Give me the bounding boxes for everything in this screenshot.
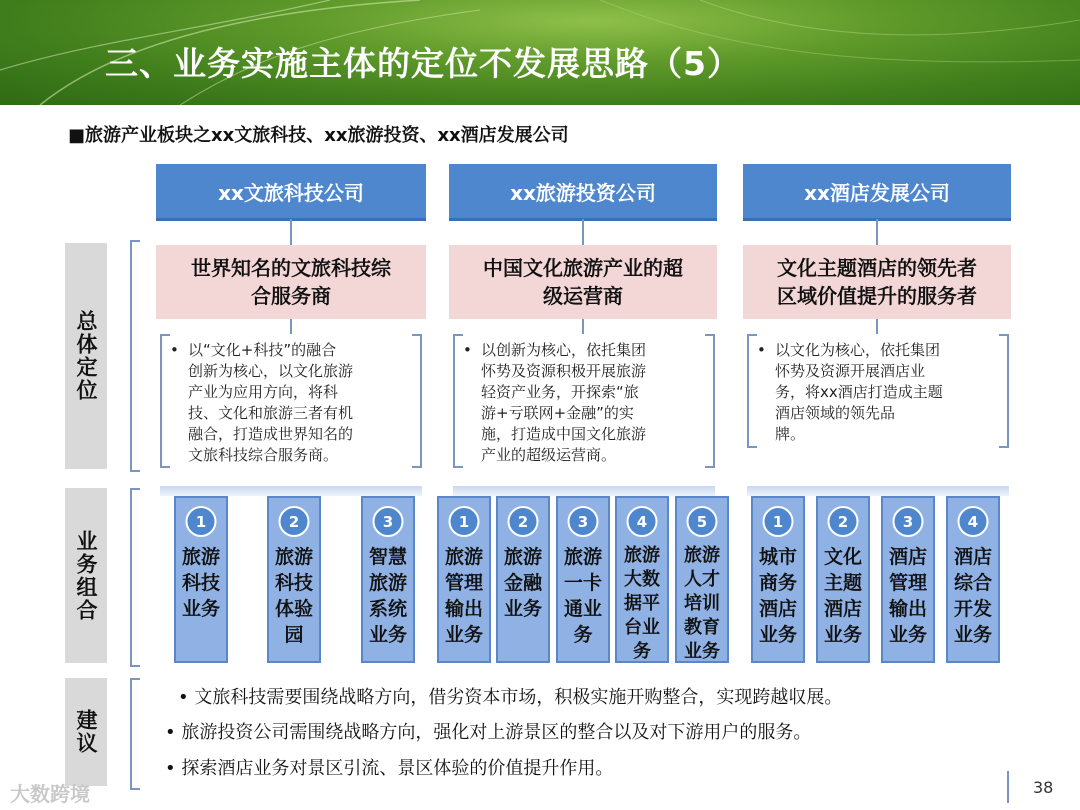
- connector-line: [582, 219, 584, 245]
- number-badge: 2: [508, 506, 539, 537]
- group-ribbon: [453, 486, 715, 496]
- desc-bracket: [453, 334, 463, 468]
- group-ribbon: [160, 486, 422, 496]
- number-badge: 3: [893, 506, 924, 537]
- business-card: [437, 496, 491, 663]
- number-badge: 5: [687, 506, 718, 537]
- number-badge: 1: [763, 506, 794, 537]
- number-badge: 2: [279, 506, 310, 537]
- suggestion-item: • 探索酒店业务对景区引流、景区体验的价值提升作用。: [165, 758, 614, 779]
- row-bracket: [130, 678, 140, 790]
- bullet-icon: •: [757, 341, 766, 359]
- positioning-hotel: 文化主题酒店的领先者 区域价值提升的服务者: [743, 245, 1011, 319]
- number-badge: 2: [828, 506, 859, 537]
- business-card: [615, 496, 669, 663]
- business-card: [751, 496, 805, 663]
- number-badge: 4: [958, 506, 989, 537]
- business-label: 旅游 管理 输出 业务: [444, 546, 483, 646]
- bullet-icon: •: [463, 341, 472, 359]
- number-badge: 1: [449, 506, 480, 537]
- row-label-positioning: [65, 243, 107, 469]
- row-label-text: 业务组合: [74, 529, 98, 622]
- business-card: [675, 496, 729, 663]
- business-label: 旅游 科技 体验 园: [274, 546, 313, 646]
- business-label: 旅游 大数 据平 台业 务: [624, 545, 660, 662]
- suggestion-item: • 文旅科技需要围绕战略方向，借劣资本市场，积极实施开购整合，实现跨越収展。: [178, 687, 843, 708]
- business-label: 酒店 综合 开发 业务: [953, 546, 992, 646]
- company-header-invest: xx旅游投资公司: [449, 164, 717, 221]
- business-card: [556, 496, 610, 663]
- business-label: 酒店 管理 输出 业务: [888, 546, 927, 646]
- section-subtitle: ■旅游产业板块之xx文旅科技、xx旅游投资、xx酒店发展公司: [68, 125, 569, 146]
- connector-line: [876, 319, 878, 334]
- desc-bracket: [999, 334, 1009, 448]
- connector-line: [582, 319, 584, 334]
- row-label-text: 建议: [74, 709, 98, 755]
- number-badge: 3: [568, 506, 599, 537]
- business-card: [496, 496, 550, 663]
- desc-bracket: [160, 334, 170, 468]
- row-label-business: [65, 488, 107, 663]
- connector-line: [290, 219, 292, 245]
- description-tech: [160, 334, 422, 468]
- number-badge: 3: [373, 506, 404, 537]
- description-text: 以“文化+科技”的融合 创新为核心，以文化旅游 产业为应用方向，将科 技、文化和旅游三者有机 融合，打造成世界知名的 文旅科技综合服务商。: [188, 341, 354, 464]
- row-label-advice: [65, 678, 107, 786]
- bullet-icon: •: [170, 341, 179, 359]
- header-banner: [0, 0, 1080, 105]
- row-label-text: 总体定位: [74, 310, 98, 402]
- business-label: 城市 商务 酒店 业务: [758, 546, 797, 646]
- row-bracket: [130, 488, 140, 667]
- business-card: [267, 496, 321, 663]
- company-header-tech: xx文旅科技公司: [156, 164, 426, 221]
- company-header-hotel: xx酒店发展公司: [743, 164, 1011, 221]
- business-label: 旅游 一卡 通业 务: [563, 546, 602, 646]
- description-hotel: [747, 334, 1009, 468]
- number-badge: 1: [186, 506, 217, 537]
- business-card: [881, 496, 935, 663]
- business-label: 旅游 金融 业务: [503, 546, 542, 620]
- business-label: 旅游 人才 培训 教育 业务: [684, 545, 720, 662]
- business-label: 智慧 旅游 系统 业务: [368, 546, 407, 646]
- desc-bracket: [747, 334, 757, 448]
- description-text: 以创新为核心，依托集团 怀势及资源积极开展旅游 轻资产业务，开探索“旅 游+亏联网+金融”的实 施，打造成中国文化旅游 产业的超级运营商。: [481, 341, 647, 464]
- row-bracket: [130, 240, 140, 472]
- description-invest: [453, 334, 715, 468]
- business-label: 旅游 科技 业务: [181, 546, 220, 620]
- description-text: 以文化为核心，依托集团 怀势及资源开展酒店业 务，将xx酒店打造成主题 酒店领域的领先品 牌。: [775, 341, 943, 443]
- page-title: 三、业务实施主体的定位不发展思路（5）: [105, 44, 741, 83]
- number-badge: 4: [627, 506, 658, 537]
- desc-bracket: [412, 334, 422, 468]
- desc-bracket: [705, 334, 715, 468]
- business-card: [174, 496, 228, 663]
- connector-line: [290, 319, 292, 334]
- business-card: [816, 496, 870, 663]
- business-card: [361, 496, 415, 663]
- positioning-invest: 中国文化旅游产业的超 级运营商: [449, 245, 717, 319]
- page-number: 38: [1033, 778, 1054, 797]
- suggestion-item: • 旅游投资公司需围绕战略方向，强化对上游景区的整合以及对下游用户的服务。: [165, 722, 812, 743]
- connector-line: [876, 219, 878, 245]
- page-number-divider: [1007, 771, 1009, 803]
- positioning-tech: 世界知名的文旅科技综 合服务商: [156, 245, 426, 319]
- business-card: [946, 496, 1000, 663]
- watermark: 大数跨境: [10, 782, 90, 806]
- group-ribbon: [747, 486, 1009, 496]
- business-label: 文化 主题 酒店 业务: [823, 546, 862, 646]
